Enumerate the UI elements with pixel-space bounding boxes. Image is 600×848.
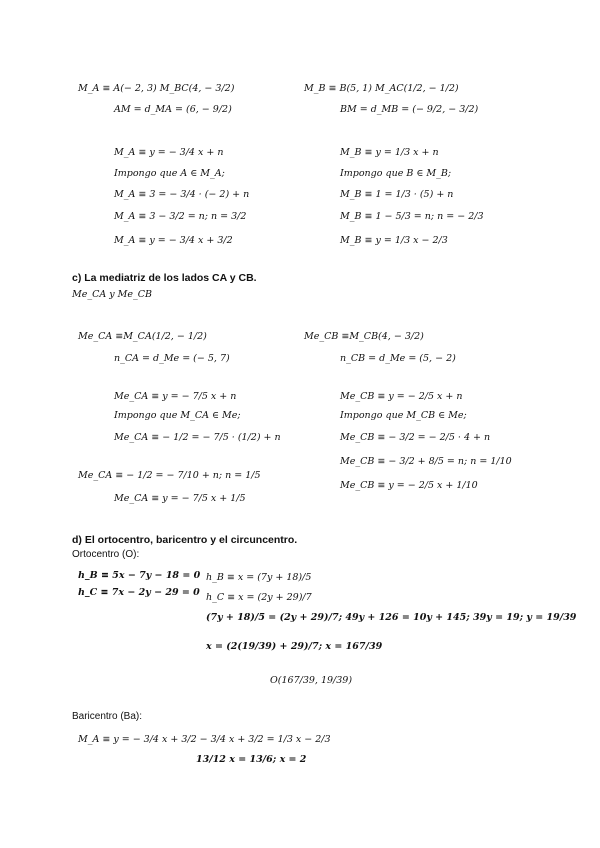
median-b-definition: M_B ≡ B(5, 1) M_AC(1/2, − 1/2) [304, 83, 459, 94]
median-a-definition: M_A ≡ A(− 2, 3) M_BC(4, − 3/2) [78, 83, 235, 94]
orthocenter-label: Ortocentro (O): [72, 549, 140, 560]
median-a-solve-n: M_A ≡ 3 − 3/2 = n; n = 3/2 [114, 211, 247, 222]
altitude-b-implicit: h_B ≡ 5x − 7y − 18 = 0 [78, 570, 201, 581]
median-a-result: M_A ≡ y = − 3/4 x + 3/2 [114, 235, 233, 246]
barycenter-equate: M_A ≡ y = − 3/4 x + 3/2 − 3/4 x + 3/2 = 1/3 x − 2/3 [78, 734, 331, 745]
median-b-substitute: M_B ≡ 1 = 1/3 · (5) + n [340, 189, 454, 200]
section-c-subheading: Me_CA y Me_CB [72, 289, 152, 300]
bisector-cb-normal: n_CB = d_Me = (5, − 2) [340, 353, 456, 364]
median-b-equation: M_B ≡ y = 1/3 x + n [340, 147, 439, 158]
barycenter-label: Baricentro (Ba): [72, 711, 143, 722]
altitude-c-explicit: h_C ≡ x = (2y + 29)/7 [206, 592, 312, 603]
bisector-ca-equation: Me_CA ≡ y = − 7/5 x + n [114, 391, 237, 402]
section-c-heading: c) La mediatriz de los lados CA y CB. [72, 272, 257, 284]
bisector-cb-solve-n: Me_CB ≡ − 3/2 + 8/5 = n; n = 1/10 [340, 456, 512, 467]
bisector-ca-result: Me_CA ≡ y = − 7/5 x + 1/5 [114, 493, 246, 504]
orthocenter-solve-x: x = (2(19/39) + 29)/7; x = 167/39 [206, 641, 383, 652]
median-b-direction: BM = d_MB = (− 9/2, − 3/2) [340, 104, 479, 115]
orthocenter-solve-y: (7y + 18)/5 = (2y + 29)/7; 49y + 126 = 10y + 145; 39y = 19; y = 19/39 [206, 612, 577, 623]
bisector-ca-definition: Me_CA ≡M_CA(1/2, − 1/2) [78, 331, 207, 342]
bisector-ca-impose: Impongo que M_CA ∈ Me; [114, 410, 241, 421]
median-b-impose: Impongo que B ∈ M_B; [340, 168, 452, 179]
bisector-cb-definition: Me_CB ≡M_CB(4, − 3/2) [304, 331, 424, 342]
barycenter-solve-x: 13/12 x = 13/6; x = 2 [196, 754, 307, 765]
bisector-cb-equation: Me_CB ≡ y = − 2/5 x + n [340, 391, 463, 402]
section-d-heading: d) El ortocentro, baricentro y el circuncentro. [72, 534, 298, 546]
median-a-equation: M_A ≡ y = − 3/4 x + n [114, 147, 224, 158]
altitude-c-implicit: h_C ≡ 7x − 2y − 29 = 0 [78, 587, 200, 598]
bisector-cb-result: Me_CB ≡ y = − 2/5 x + 1/10 [340, 480, 478, 491]
median-b-solve-n: M_B ≡ 1 − 5/3 = n; n = − 2/3 [340, 211, 484, 222]
median-a-substitute: M_A ≡ 3 = − 3/4 · (− 2) + n [114, 189, 250, 200]
median-a-direction: AM = d_MA = (6, − 9/2) [114, 104, 232, 115]
bisector-ca-substitute: Me_CA ≡ − 1/2 = − 7/5 · (1/2) + n [114, 432, 281, 443]
bisector-cb-substitute: Me_CB ≡ − 3/2 = − 2/5 · 4 + n [340, 432, 491, 443]
altitude-b-explicit: h_B ≡ x = (7y + 18)/5 [206, 572, 312, 583]
bisector-cb-impose: Impongo que M_CB ∈ Me; [340, 410, 467, 421]
median-b-result: M_B ≡ y = 1/3 x − 2/3 [340, 235, 448, 246]
orthocenter-point: O(167/39, 19/39) [270, 675, 353, 686]
median-a-impose: Impongo que A ∈ M_A; [114, 168, 225, 179]
bisector-ca-normal: n_CA = d_Me = (− 5, 7) [114, 353, 230, 364]
bisector-ca-solve-n: Me_CA ≡ − 1/2 = − 7/10 + n; n = 1/5 [78, 470, 261, 481]
